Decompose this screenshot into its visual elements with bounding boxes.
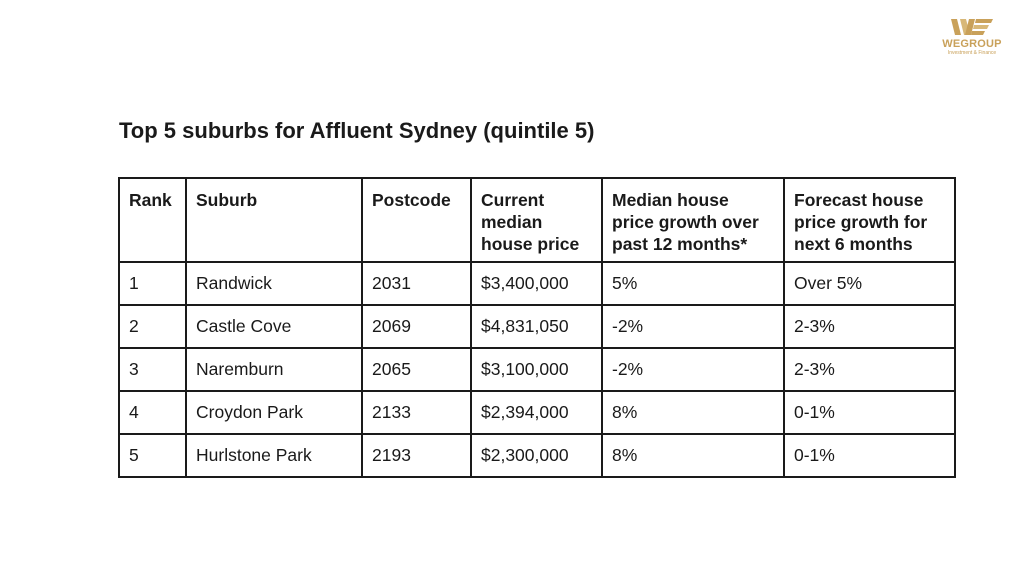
- header-suburb: Suburb: [186, 178, 362, 262]
- header-forecast-6m: Forecast house price growth for next 6 months: [784, 178, 955, 262]
- cell-postcode: 2193: [362, 434, 471, 477]
- cell-suburb: Hurlstone Park: [186, 434, 362, 477]
- page-title: Top 5 suburbs for Affluent Sydney (quintile 5): [119, 118, 595, 143]
- cell-forecast-6m: 0-1%: [784, 434, 955, 477]
- cell-suburb: Randwick: [186, 262, 362, 305]
- cell-growth-12m: -2%: [602, 348, 784, 391]
- header-rank: Rank: [119, 178, 186, 262]
- table-row: [119, 262, 955, 305]
- brand-logo: [934, 18, 1010, 56]
- cell-forecast-6m: 2-3%: [784, 305, 955, 348]
- cell-median-price: $2,300,000: [471, 434, 602, 477]
- cell-postcode: 2069: [362, 305, 471, 348]
- header-growth-12m: Median house price growth over past 12 months*: [602, 178, 784, 262]
- cell-suburb: Naremburn: [186, 348, 362, 391]
- header-median-price: Current median house price: [471, 178, 602, 262]
- suburbs-table: [118, 177, 956, 478]
- cell-forecast-6m: Over 5%: [784, 262, 955, 305]
- cell-postcode: 2065: [362, 348, 471, 391]
- cell-suburb: Croydon Park: [186, 391, 362, 434]
- cell-growth-12m: 8%: [602, 391, 784, 434]
- cell-forecast-6m: 0-1%: [784, 391, 955, 434]
- wegroup-logo-icon: [949, 18, 995, 36]
- cell-postcode: 2031: [362, 262, 471, 305]
- header-postcode: Postcode: [362, 178, 471, 262]
- table-row: [119, 434, 955, 477]
- cell-forecast-6m: 2-3%: [784, 348, 955, 391]
- cell-suburb: Castle Cove: [186, 305, 362, 348]
- cell-median-price: $4,831,050: [471, 305, 602, 348]
- cell-rank: 4: [119, 391, 186, 434]
- table-row: [119, 305, 955, 348]
- cell-median-price: $3,100,000: [471, 348, 602, 391]
- cell-rank: 3: [119, 348, 186, 391]
- cell-median-price: $2,394,000: [471, 391, 602, 434]
- cell-postcode: 2133: [362, 391, 471, 434]
- cell-median-price: $3,400,000: [471, 262, 602, 305]
- table-row: [119, 391, 955, 434]
- cell-growth-12m: -2%: [602, 305, 784, 348]
- brand-name: WEGROUP: [942, 38, 1002, 50]
- cell-rank: 5: [119, 434, 186, 477]
- table-header-row: [119, 178, 955, 262]
- cell-growth-12m: 8%: [602, 434, 784, 477]
- table-row: [119, 348, 955, 391]
- cell-growth-12m: 5%: [602, 262, 784, 305]
- brand-tagline: Investment & Finance: [947, 50, 997, 56]
- cell-rank: 1: [119, 262, 186, 305]
- cell-rank: 2: [119, 305, 186, 348]
